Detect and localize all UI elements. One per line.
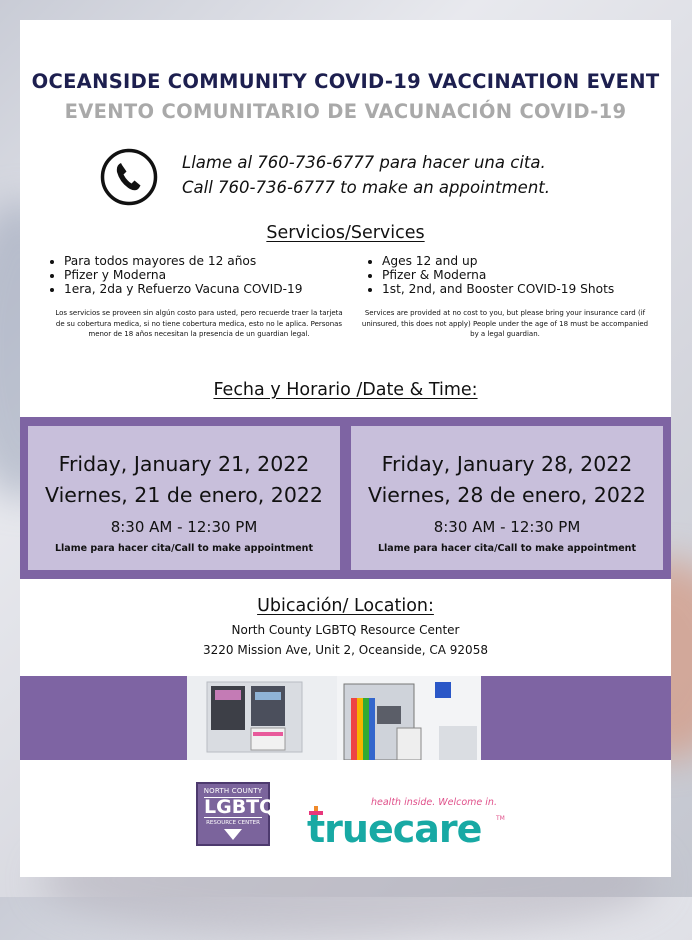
call-text-english: Call 760-736-6777 to make an appointment. bbox=[182, 178, 550, 197]
call-text-spanish: Llame al 760-736-6777 para hacer una cita. bbox=[182, 153, 546, 172]
list-item: • 1st, 2nd, and Booster COVID-19 Shots bbox=[382, 282, 614, 296]
logo-text-bottom: RESOURCE CENTER bbox=[206, 820, 260, 826]
event-date-spanish: Viernes, 28 de enero, 2022 bbox=[368, 483, 646, 507]
title-english: OCEANSIDE COMMUNITY COVID-19 VACCINATION EVENT bbox=[31, 70, 660, 93]
event-date-english: Friday, January 28, 2022 bbox=[381, 452, 633, 476]
event-time: 8:30 AM - 12:30 PM bbox=[110, 518, 258, 536]
services-list-english bbox=[366, 254, 614, 296]
list-item: • 1era, 2da y Refuerzo Vacuna COVID-19 bbox=[64, 282, 303, 296]
services-list-spanish bbox=[48, 254, 303, 296]
event-call-note: Llame para hacer cita/Call to make appointment bbox=[55, 543, 313, 554]
list-item: • Ages 12 and up bbox=[382, 254, 614, 268]
datetime-heading: Fecha y Horario /Date & Time: bbox=[213, 380, 478, 400]
list-item: • Pfizer y Moderna bbox=[64, 268, 303, 282]
event-date-english: Friday, January 21, 2022 bbox=[58, 452, 310, 476]
logo-text-main: LGBTQ bbox=[204, 796, 276, 818]
title-spanish: EVENTO COMUNITARIO DE VACUNACIÓN COVID-19 bbox=[64, 100, 627, 123]
event-date-spanish: Viernes, 21 de enero, 2022 bbox=[45, 483, 323, 507]
list-item: • Para todos mayores de 12 años bbox=[64, 254, 303, 268]
phone-icon bbox=[100, 148, 158, 206]
truecare-logo bbox=[307, 795, 507, 855]
trademark-mark: TM bbox=[496, 815, 505, 822]
event-time: 8:30 AM - 12:30 PM bbox=[433, 518, 581, 536]
triangle-icon bbox=[223, 829, 243, 841]
storefront-image bbox=[187, 676, 481, 760]
services-note-spanish: Los servicios se proveen sin algún costo para usted, pero recuerde traer la tarjeta de su cobertura medica, si no tiene cobertura medica, esto no le aplica. Personas menor de 18 años necesitan la presencia de un guardian legal. bbox=[55, 309, 343, 338]
services-note-english: Services are provided at no cost to you, but please bring your insurance card (if uninsured, this does not apply) People under the age of 18 must be accompanied by a legal guardian. bbox=[361, 309, 649, 338]
location-address: 3220 Mission Ave, Unit 2, Oceanside, CA 92058 bbox=[203, 643, 488, 657]
location-photo bbox=[187, 676, 481, 760]
lgbtq-center-logo bbox=[196, 782, 276, 846]
event-card-jan21 bbox=[28, 426, 340, 570]
list-item: • Pfizer & Moderna bbox=[382, 268, 614, 282]
event-call-note: Llame para hacer cita/Call to make appointment bbox=[378, 543, 636, 554]
truecare-tagline: health inside. Welcome in. bbox=[371, 797, 497, 808]
truecare-wordmark: truecare bbox=[307, 807, 482, 851]
location-heading: Ubicación/ Location: bbox=[257, 596, 434, 616]
event-card-jan28 bbox=[351, 426, 663, 570]
logo-text-top: NORTH COUNTY bbox=[203, 787, 263, 795]
services-heading: Servicios/Services bbox=[266, 223, 425, 243]
location-name: North County LGBTQ Resource Center bbox=[231, 623, 460, 637]
flyer bbox=[20, 20, 671, 877]
